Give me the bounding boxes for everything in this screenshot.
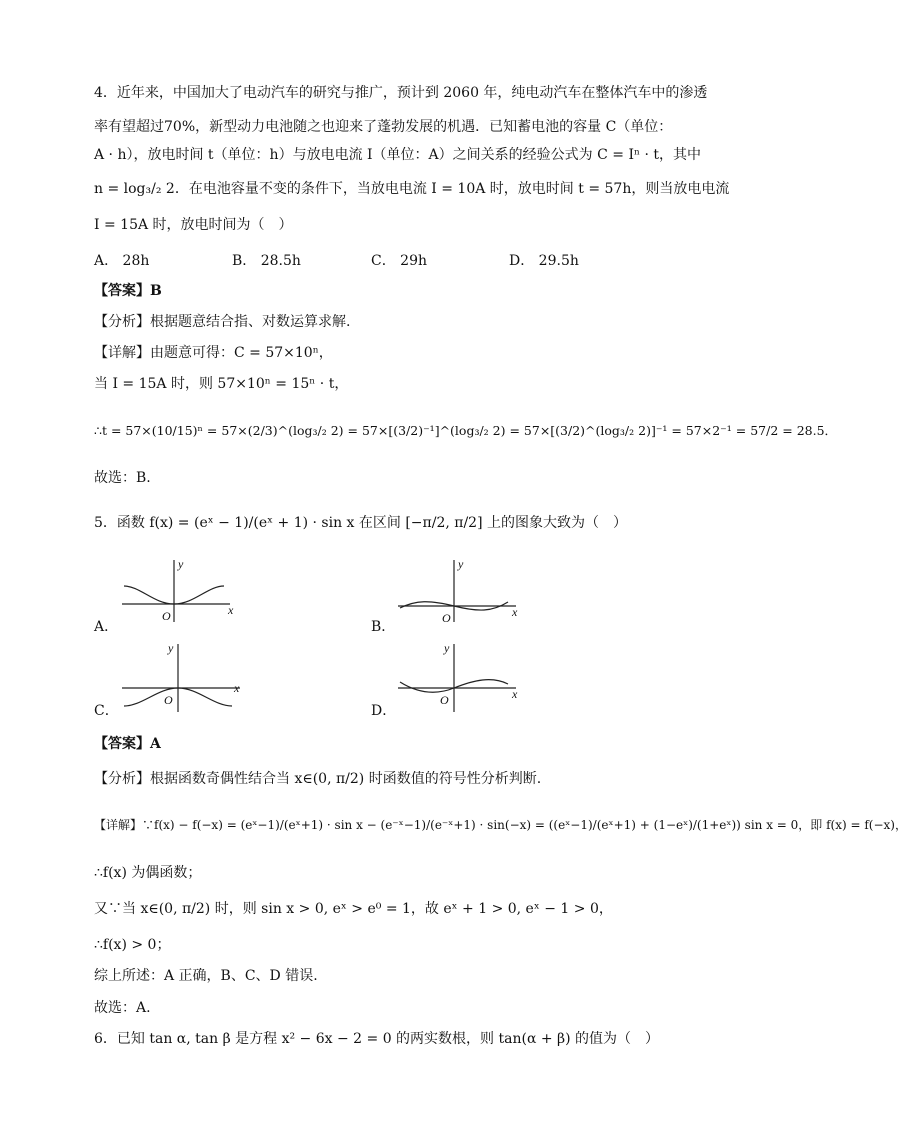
graph-b-x-label: x: [512, 605, 518, 619]
q5-choose: 故选：A.: [94, 1000, 151, 1016]
graph-a: [118, 556, 238, 626]
graph-c-x-label: x: [234, 681, 240, 695]
q5-detail-3: 又∵当 x∈(0, π/2) 时，则 sin x > 0, eˣ > e⁰ = 1，故 eˣ + 1 > 0, eˣ − 1 > 0，: [94, 901, 613, 917]
q5-option-d: D．: [371, 703, 397, 719]
q5-detail-2: ∴f(x) 为偶函数；: [94, 865, 202, 881]
graph-d-y-label: y: [444, 641, 450, 655]
graph-b-y-label: y: [458, 557, 464, 571]
q4-stem-line1: 4．近年来，中国加大了电动汽车的研究与推广，预计到 2060 年，纯电动汽车在整体汽车中的渗透: [94, 85, 708, 101]
graph-c-origin-label: O: [164, 693, 173, 707]
q5-detail-1: 【详解】∵f(x) − f(−x) = (eˣ−1)/(eˣ+1) · sin x − (e⁻ˣ−1)/(e⁻ˣ+1) · sin(−x) = ((eˣ−1)/(eˣ+1) + (1−eˣ)/(1+eˣ)) sin x = 0，即 f(x) = f(−x)，: [94, 818, 907, 832]
q5-detail-5: 综上所述：A 正确，B、C、D 错误.: [94, 968, 318, 984]
q4-option-c: C． 29h: [371, 253, 427, 269]
q4-option-a: A． 28h: [94, 253, 150, 269]
q5-detail-4: ∴f(x) > 0；: [94, 937, 171, 953]
q4-stem-line2: 率有望超过70%，新型动力电池随之也迎来了蓬勃发展的机遇．已知蓄电池的容量 C（单位：: [94, 119, 673, 135]
q4-answer: 【答案】B: [94, 283, 162, 299]
q4-choose: 故选：B.: [94, 470, 151, 486]
graph-b: [394, 556, 524, 626]
graph-a-origin-label: O: [162, 609, 171, 623]
q5-option-c: C．: [94, 703, 119, 719]
graph-a-x-label: x: [228, 603, 234, 617]
graph-a-y-label: y: [178, 557, 184, 571]
q5-analysis: 【分析】根据函数奇偶性结合当 x∈(0, π/2) 时函数值的符号性分析判断.: [94, 771, 542, 787]
q4-stem-line5: I = 15A 时，放电时间为（ ）: [94, 217, 293, 233]
q4-detail-2: 当 I = 15A 时，则 57×10ⁿ = 15ⁿ · t，: [94, 376, 349, 392]
q5-option-a: A．: [94, 619, 119, 635]
q4-stem-line4: n = log₃/₂ 2．在电池容量不变的条件下，当放电电流 I = 10A 时，放电时间 t = 57h，则当放电电流: [94, 181, 730, 197]
q4-option-b: B． 28.5h: [232, 253, 301, 269]
q5-stem: 5．函数 f(x) = (eˣ − 1)/(eˣ + 1) · sin x 在区间 [−π/2, π/2] 上的图象大致为（ ）: [94, 515, 627, 531]
q4-option-d: D． 29.5h: [509, 253, 579, 269]
graph-d-x-label: x: [512, 687, 518, 701]
graph-c: [118, 640, 248, 715]
graph-c-y-label: y: [168, 641, 174, 655]
q4-detail-3: ∴t = 57×(10/15)ⁿ = 57×(2/3)^(log₃/₂ 2) = 57×[(3/2)⁻¹]^(log₃/₂ 2) = 57×[(3/2)^(log₃/₂ 2)]⁻¹ = 57×2⁻¹ = 57/2 = 28.5．: [94, 423, 838, 438]
q4-analysis: 【分析】根据题意结合指、对数运算求解.: [94, 314, 351, 330]
q5-answer: 【答案】A: [94, 736, 161, 752]
q5-option-b: B．: [371, 619, 396, 635]
q6-stem: 6．已知 tan α, tan β 是方程 x² − 6x − 2 = 0 的两实数根，则 tan(α + β) 的值为（ ）: [94, 1031, 660, 1047]
q4-detail-1: 【详解】由题意可得：C = 57×10ⁿ，: [94, 345, 333, 361]
graph-d: [394, 640, 524, 715]
graph-b-origin-label: O: [442, 611, 451, 625]
graph-d-origin-label: O: [440, 693, 449, 707]
q4-stem-line3: A · h），放电时间 t（单位：h）与放电电流 I（单位：A）之间关系的经验公式为 C = Iⁿ · t，其中: [94, 147, 702, 163]
